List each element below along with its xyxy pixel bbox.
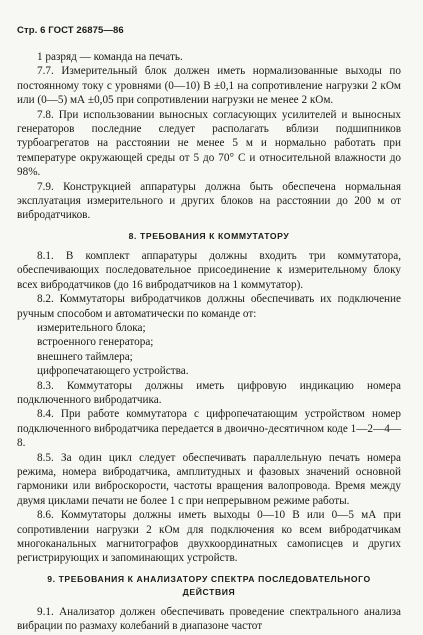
paragraph: 9.1. Анализатор должен обеспечивать проведение спектрального анализа вибрации по размаху колебаний в диапазоне частот: [17, 605, 401, 633]
list-item: встроенного генератора;: [37, 336, 154, 349]
section-heading-line1: 9. ТРЕБОВАНИЯ К АНАЛИЗАТОРУ СПЕКТРА ПОСЛЕДОВАТЕЛЬНОГО: [47, 573, 371, 584]
paragraph: 1 разряд — команда на печать.: [37, 51, 183, 63]
section-heading: 8. ТРЕБОВАНИЯ К КОММУТАТОРУ: [128, 230, 290, 241]
paragraph: 8.6. Коммутаторы должны иметь выходы 0—10 В или 0—5 мА при сопротивлении нагрузки 2 кОм для подключения ко всем вибродатчикам многоканальных магнитографов двухкоординатных самописцев и других регистрирующих и запоминающих устройств.: [17, 509, 401, 565]
paragraph: 8.1. В комплект аппаратуры должны входить три коммутатора, обеспечивающих последовательное присоединение к измерительному блоку всех вибродатчиков (до 16 вибродатчиков на 1 коммутатор).: [17, 249, 401, 291]
paragraph: 8.2. Коммутаторы вибродатчиков должны обеспечивать их подключение ручным способом и автоматически по команде от:: [17, 293, 401, 320]
list-item: внешнего таймлера;: [37, 350, 133, 363]
page-header: Стр. 6 ГОСТ 26875—86: [17, 25, 124, 36]
paragraph: 8.4. При работе коммутатора с цифропечатающим устройством номер подключенного вибродатчика передается в двоично-десятичном коде 1—2—4—8.: [17, 408, 401, 450]
list-item: цифропечатающего устройства.: [37, 365, 189, 378]
paragraph: 7.7. Измерительный блок должен иметь нормализованные выходы по постоянному току с уровнями (0—10) В ±0,1 на сопротивление нагрузки 2 кОм или (0—5) мА ±0,05 при сопротивлении нагрузки не менее 2 кОм.: [17, 65, 401, 107]
paragraph: 8.3. Коммутаторы должны иметь цифровую индикацию номера подключенного вибродатчика.: [17, 379, 401, 406]
paragraph: 7.8. При использовании выносных согласующих усилителей и выносных генераторов последние следует располагать вблизи подшипников турбоагрегатов на расстоянии не менее 5 м и нормально работать при температуре окружающей среды от 5 до 70° С и относительной влажности до 98%.: [17, 108, 401, 179]
section-heading-line2: ДЕЙСТВИЯ: [182, 586, 236, 597]
list-item: измерительного блока;: [37, 321, 146, 334]
document-body: [17, 50, 401, 634]
paragraph: 7.9. Конструкцией аппаратуры должна быть обеспечена нормальная эксплуатация измерительного и других блоков на расстоянии до 200 м от вибродатчиков.: [17, 180, 401, 222]
section-heading: [17, 573, 401, 599]
paragraph: 8.5. За один цикл следует обеспечивать параллельную печать номера режима, номера вибродатчика, амплитудных и фазовых значений основной гармоники или виброскорости, частоты вращения валопровода. Время между двумя циклами печати не более 1 с при непрерывном режиме работы.: [17, 451, 401, 507]
